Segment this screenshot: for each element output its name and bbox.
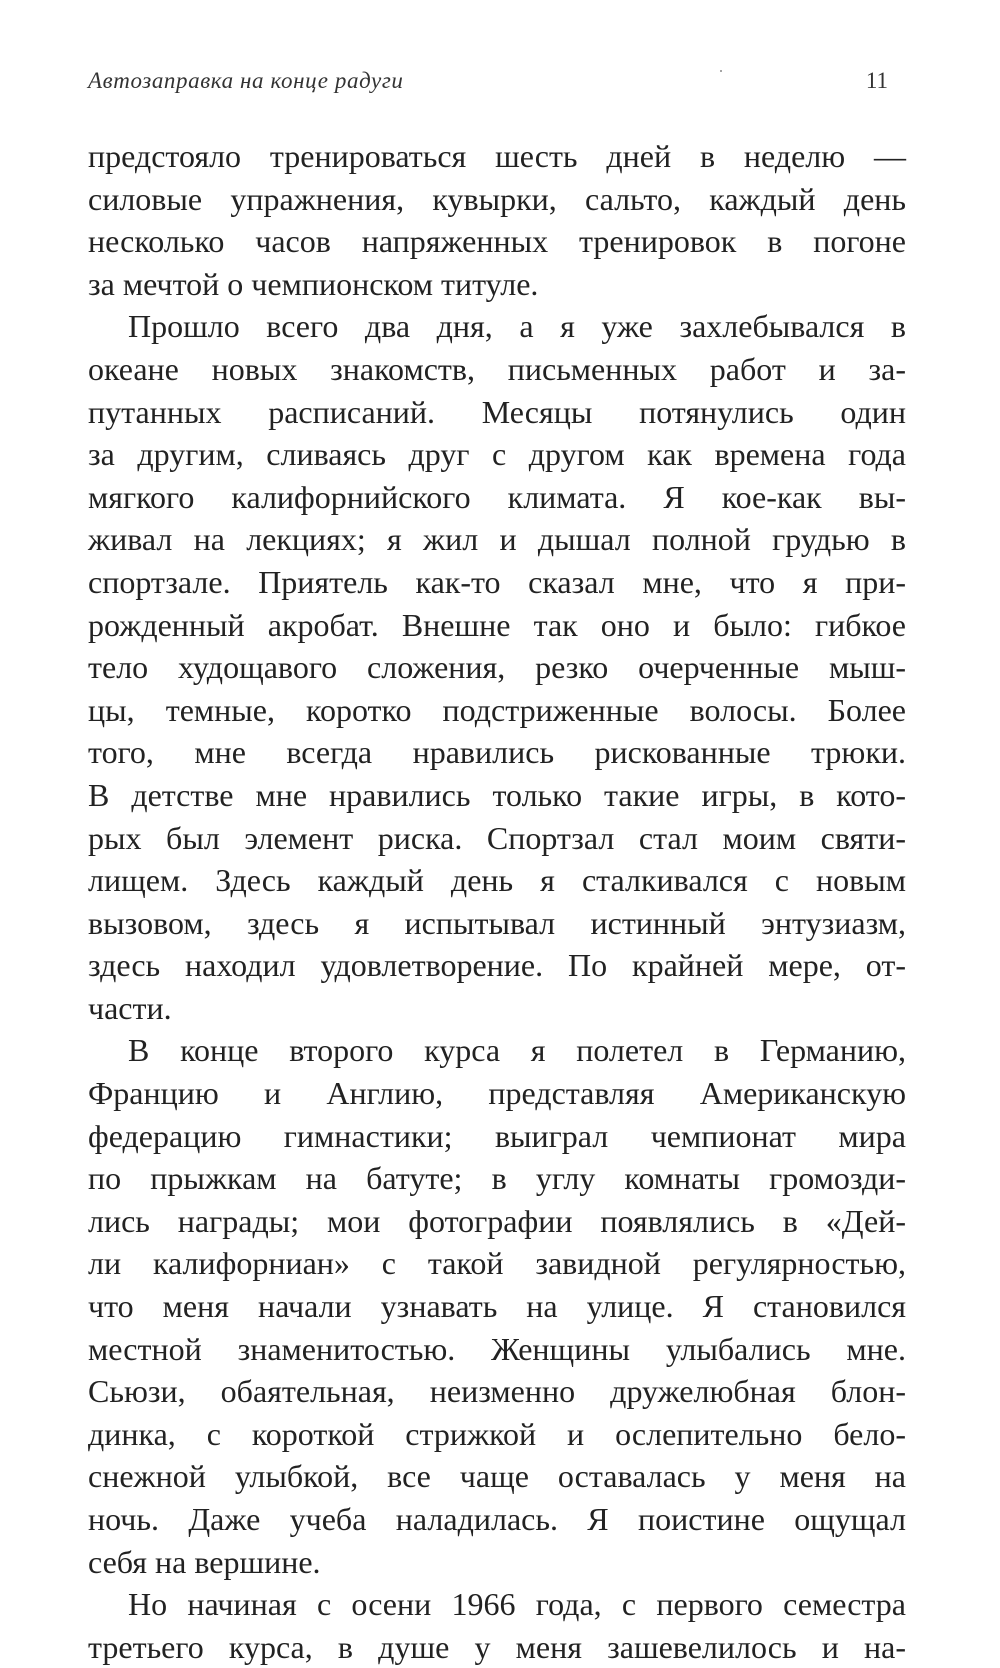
text-line: Францию и Англию, представляя Американскую (88, 1075, 906, 1112)
text-line: рых был элемент риска. Спортзал стал моим святи- (88, 819, 906, 856)
text-line: несколько часов напряженных тренировок в погоне (88, 223, 906, 260)
text-line: части. (88, 989, 172, 1026)
text-line: спортзале. Приятель как-то сказал мне, что я при- (88, 563, 906, 600)
text-line: третьего курса, в душе у меня зашевелилось и на- (88, 1628, 906, 1665)
paragraph-3 (88, 1029, 906, 1583)
text-line: здесь находил удовлетворение. По крайней мере, от- (88, 947, 906, 984)
text-line: вызовом, здесь я испытывал истинный энтузиазм, (88, 904, 906, 941)
text-line: тело худощавого сложения, резко очерченные мыш- (88, 649, 906, 686)
text-line: Прошло всего два дня, а я уже захлебывался в (128, 308, 906, 345)
text-line: динка, с короткой стрижкой и ослепительно бело- (88, 1415, 906, 1452)
text-line: того, мне всегда нравились рискованные трюки. (88, 734, 906, 771)
text-line: лищем. Здесь каждый день я сталкивался с новым (88, 862, 906, 899)
page-number: 11 (865, 68, 888, 93)
text-line: живал на лекциях; я жил и дышал полной грудью в (88, 521, 906, 558)
paragraph-4 (88, 1583, 906, 1668)
text-line: ли калифорниан» с такой завидной регулярностью, (88, 1245, 906, 1282)
text-line: за мечтой о чемпионском титуле. (88, 265, 539, 302)
text-line: что меня начали узнавать на улице. Я становился (88, 1288, 906, 1325)
text-line: В детстве мне нравились только такие игры, в кото- (88, 776, 906, 813)
text-line: ночь. Даже учеба наладилась. Я поистине ощущал (88, 1501, 906, 1537)
running-head (88, 68, 888, 108)
text-line: В конце второго курса я полетел в Германию, (128, 1032, 906, 1069)
text-line: Но начиная с осени 1966 года, с первого семестра (128, 1586, 906, 1623)
text-line: федерацию гимнастики; выиграл чемпионат мира (88, 1117, 906, 1154)
text-line: океане новых знакомств, письменных работ и за- (88, 350, 906, 387)
text-line: мягкого калифорнийского климата. Я кое-как вы- (88, 478, 906, 515)
text-line: предстояло тренироваться шесть дней в неделю — (88, 138, 906, 174)
text-line: снежной улыбкой, все чаще оставалась у меня на (88, 1458, 906, 1495)
text-line: себя на вершине. (88, 1543, 321, 1580)
text-line: лись награды; мои фотографии появлялись в «Дей- (88, 1202, 906, 1239)
text-line: путанных расписаний. Месяцы потянулись один (88, 393, 906, 430)
text-line: Сьюзи, обаятельная, неизменно дружелюбная блон- (88, 1373, 906, 1410)
running-title: Автозаправка на конце радуги (88, 68, 404, 93)
text-line: рожденный акробат. Внешне так оно и было: гибкое (88, 606, 906, 643)
text-line: за другим, сливаясь друг с другом как времена года (88, 436, 906, 473)
print-speck (720, 70, 722, 72)
text-line: силовые упражнения, кувырки, сальто, каждый день (88, 180, 906, 217)
text-line: цы, темные, коротко подстриженные волосы. Более (88, 691, 906, 728)
text-line: по прыжкам на батуте; в углу комнаты громозди- (88, 1160, 906, 1197)
paragraph-2 (88, 305, 906, 1029)
body-text (88, 135, 906, 1668)
paragraph-1 (88, 135, 906, 305)
text-line: местной знаменитостью. Женщины улыбались мне. (88, 1330, 906, 1367)
